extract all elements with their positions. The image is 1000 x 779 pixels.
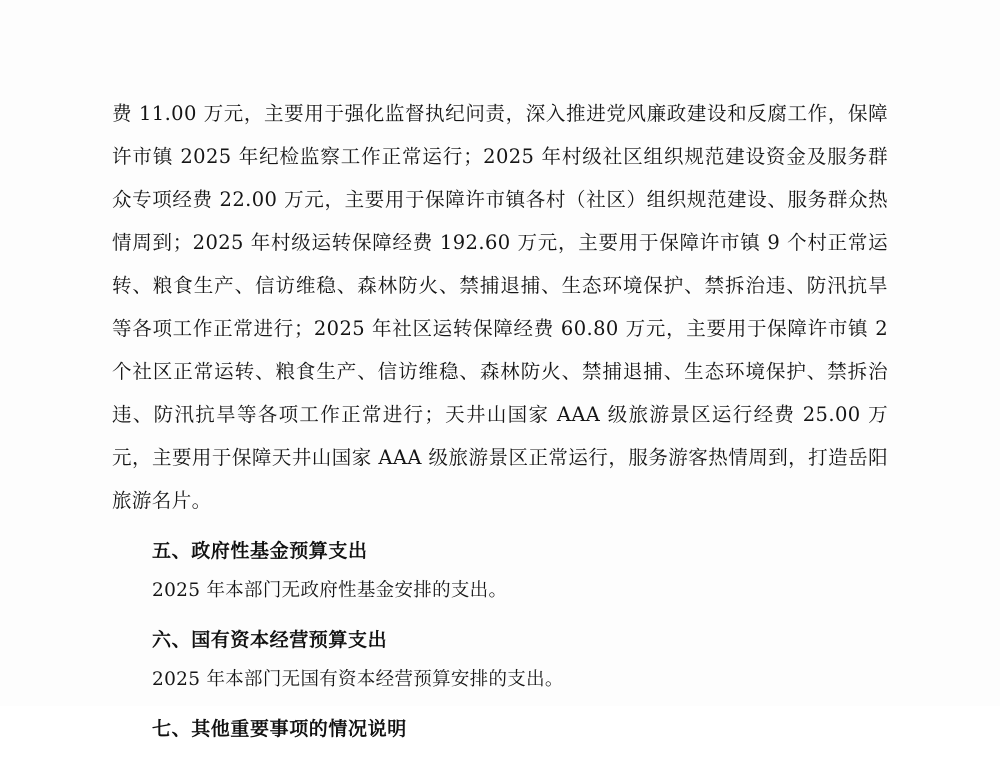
section-seven-heading: 七、其他重要事项的情况说明: [152, 718, 407, 740]
section-five: [112, 531, 888, 611]
section-six: [112, 620, 888, 700]
page-bottom-spacer: [112, 749, 888, 779]
section-six-body: 2025 年本部门无国有资本经营预算安排的支出。: [152, 669, 564, 690]
section-seven: [112, 709, 888, 749]
section-five-heading: 五、政府性基金预算支出: [152, 540, 368, 562]
section-five-body: 2025 年本部门无政府性基金安排的支出。: [152, 580, 508, 601]
section-six-heading: 六、国有资本经营预算支出: [152, 629, 388, 651]
opening-paragraph: 费 11.00 万元，主要用于强化监督执纪问责，深入推进党风廉政建设和反腐工作，保障许市镇 2025 年纪检监察工作正常运行；2025 年村级社区组织规范建设资金及服务群众专项经费 22.00 万元，主要用于保障许市镇各村（社区）组织规范建设、服务群众热情周到；2025 年村级运转保障经费 192.60 万元，主要用于保障许市镇 9 个村正常运转、粮食生产、信访维稳、森林防火、禁捕退捕、生态环境保护、禁拆治违、防汛抗旱等各项工作正常进行；2025 年社区运转保障经费 60.80 万元，主要用于保障许市镇 2 个社区正常运转、粮食生产、信访维稳、森林防火、禁捕退捕、生态环境保护、禁拆治违、防汛抗旱等各项工作正常进行；天井山国家 AAA 级旅游景区运行经费 25.00 万元，主要用于保障天井山国家 AAA 级旅游景区正常运行，服务游客热情周到，打造岳阳旅游名片。: [112, 102, 888, 512]
